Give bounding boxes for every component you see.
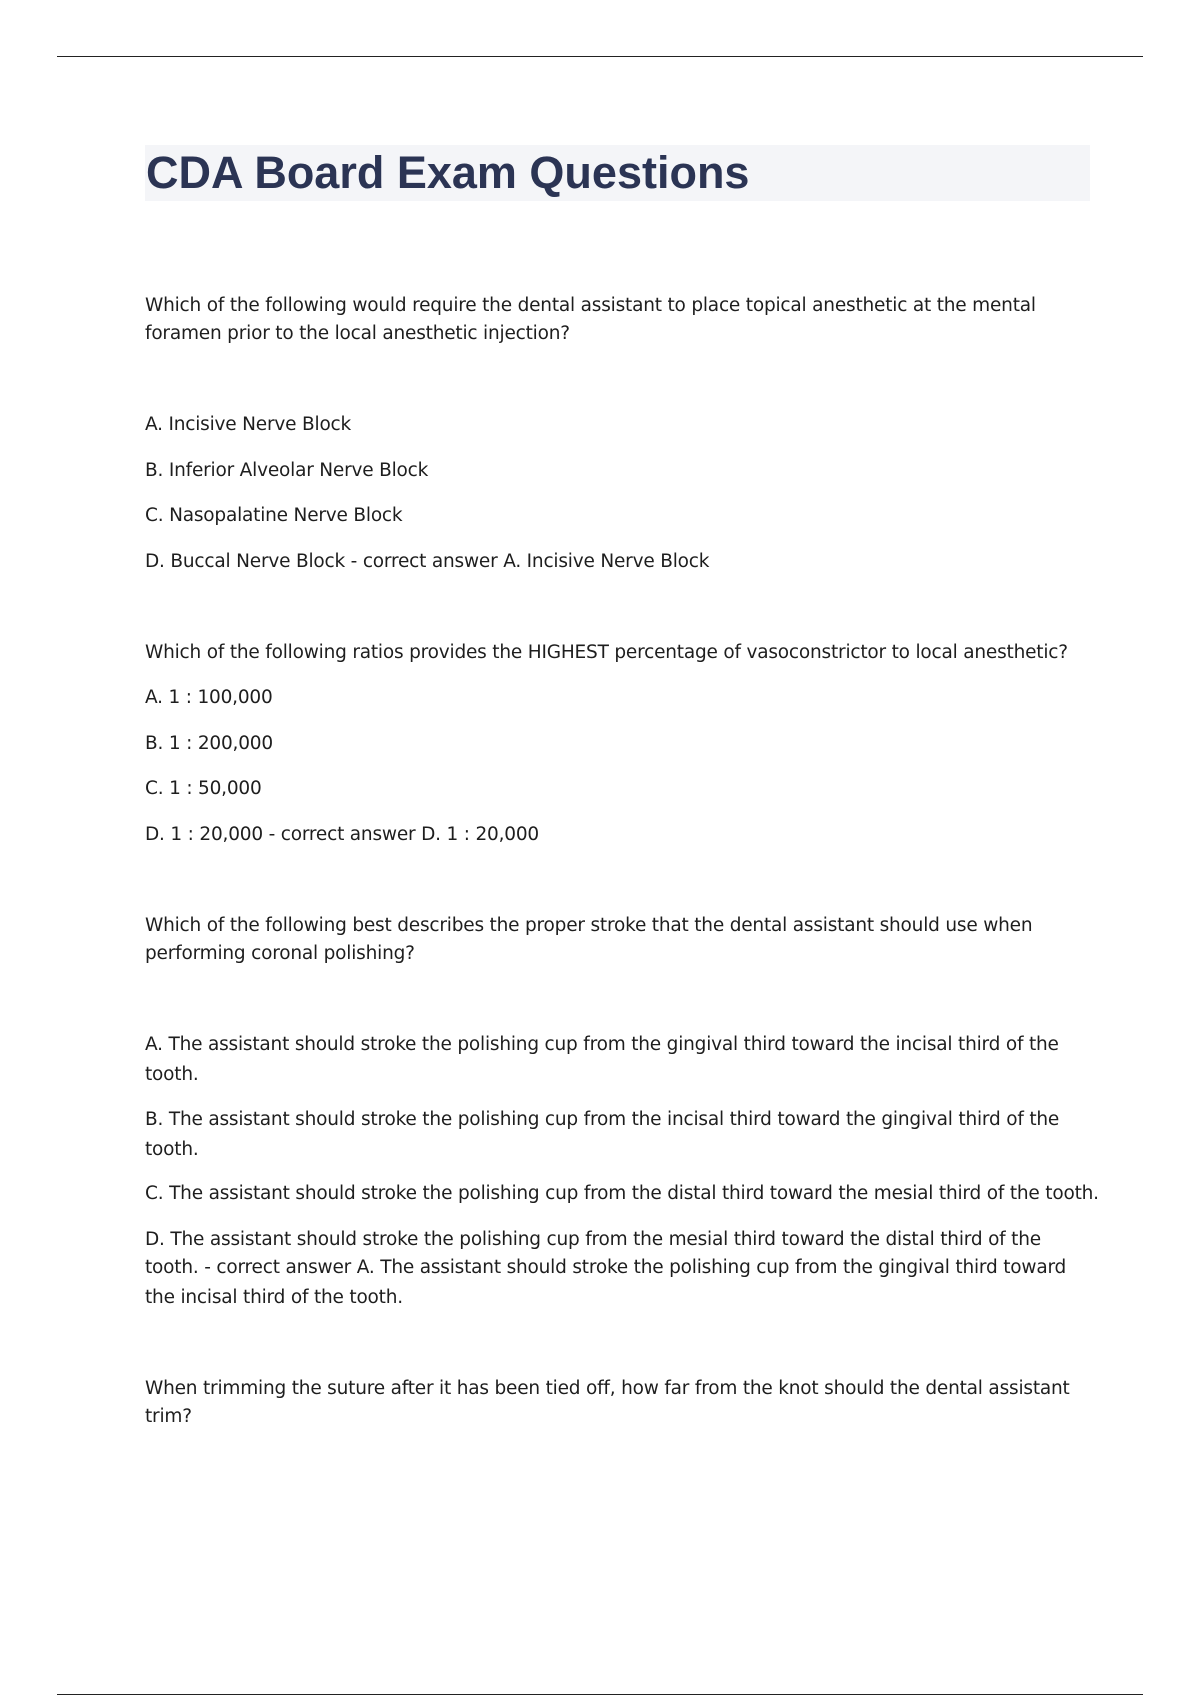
question-3-option-a-line-2: tooth. <box>145 1064 199 1085</box>
question-1-option-a: A. Incisive Nerve Block <box>145 414 352 435</box>
question-1-stem-line-2: foramen prior to the local anesthetic injection? <box>145 323 570 344</box>
question-3-option-b-line-2: tooth. <box>145 1139 199 1160</box>
footer-rule <box>57 1694 1143 1695</box>
question-2-stem-line-1: Which of the following ratios provides the HIGHEST percentage of vasoconstrictor to local anesthetic? <box>145 642 1068 663</box>
header-rule <box>57 56 1143 57</box>
question-3-stem-line-1: Which of the following best describes the proper stroke that the dental assistant should use when <box>145 915 1033 936</box>
page-title: CDA Board Exam Questions <box>146 147 750 198</box>
question-2-option-a: A. 1 : 100,000 <box>145 687 273 708</box>
question-3-stem-line-2: performing coronal polishing? <box>145 943 415 964</box>
question-1-option-b: B. Inferior Alveolar Nerve Block <box>145 460 429 481</box>
question-4-stem-line-1: When trimming the suture after it has been tied off, how far from the knot should the dental assistant <box>145 1378 1070 1399</box>
question-1-option-c: C. Nasopalatine Nerve Block <box>145 505 403 526</box>
question-2-option-d: D. 1 : 20,000 - correct answer D. 1 : 20,000 <box>145 824 539 845</box>
question-1-stem-line-1: Which of the following would require the dental assistant to place topical anesthetic at the mental <box>145 295 1036 316</box>
question-3-option-b-line-1: B. The assistant should stroke the polishing cup from the incisal third toward the gingival third of the <box>145 1109 1060 1130</box>
question-3-option-d-line-1: D. The assistant should stroke the polishing cup from the mesial third toward the distal third of the <box>145 1229 1041 1250</box>
question-3-option-c: C. The assistant should stroke the polishing cup from the distal third toward the mesial third of the tooth. <box>145 1183 1099 1204</box>
question-2-option-c: C. 1 : 50,000 <box>145 778 262 799</box>
question-3-option-d-line-2: tooth. - correct answer A. The assistant should stroke the polishing cup from the gingival third toward <box>145 1257 1067 1278</box>
question-4-stem-line-2: trim? <box>145 1406 192 1427</box>
question-3-option-d-line-3: the incisal third of the tooth. <box>145 1287 403 1308</box>
question-3-option-a-line-1: A. The assistant should stroke the polishing cup from the gingival third toward the incisal third of the <box>145 1034 1059 1055</box>
question-1-option-d: D. Buccal Nerve Block - correct answer A. Incisive Nerve Block <box>145 551 710 572</box>
question-2-option-b: B. 1 : 200,000 <box>145 733 273 754</box>
